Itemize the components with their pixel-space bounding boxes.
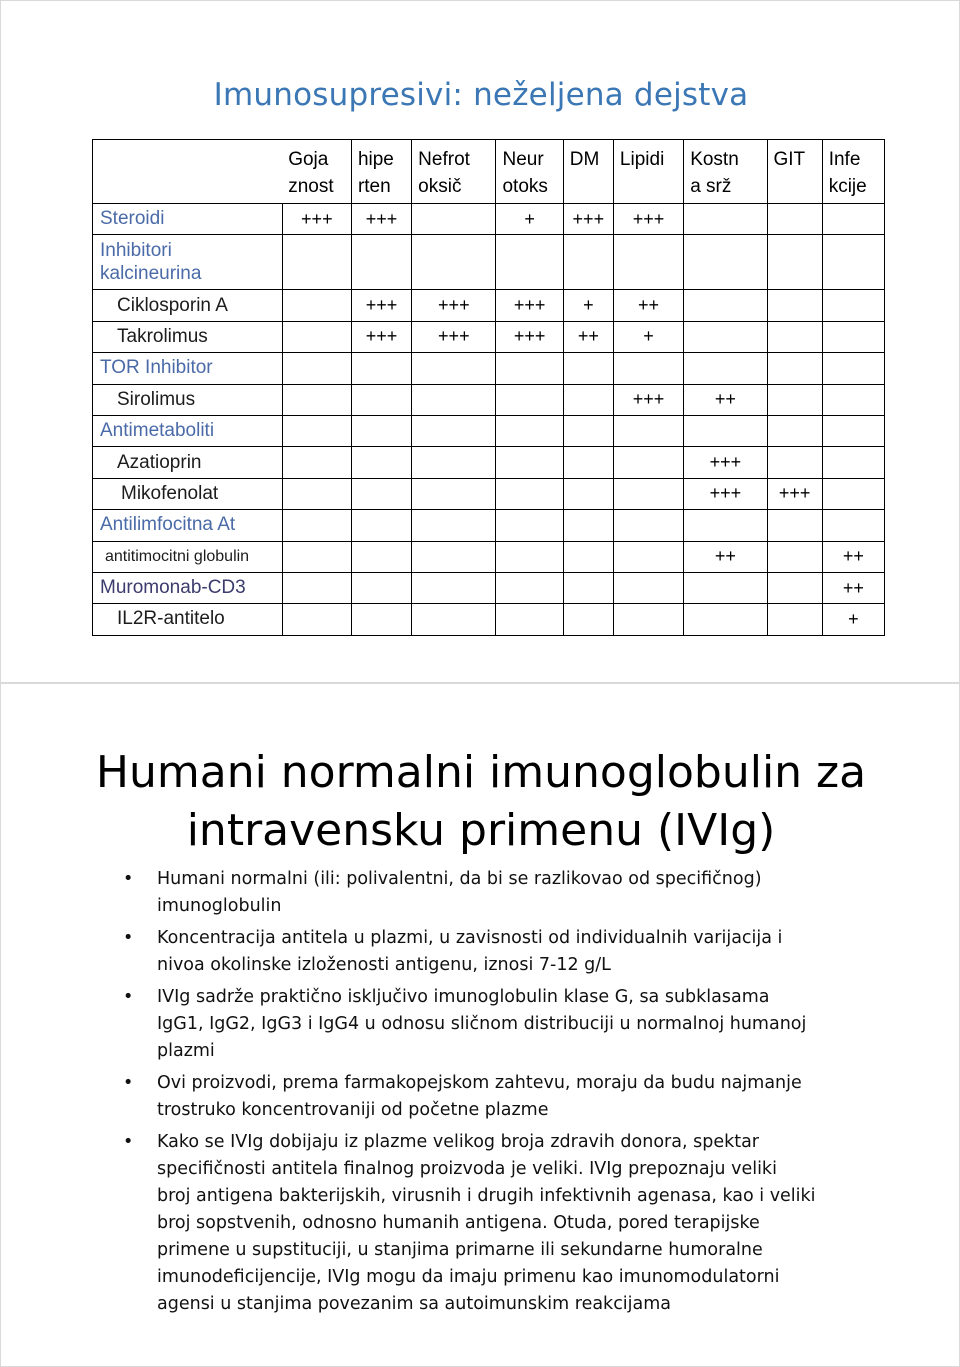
bullet-line: Humani normalni (ili: polivalentni, da bi se razlikovao od specifičnog) bbox=[157, 869, 762, 889]
table-cell: +++ bbox=[351, 321, 411, 352]
drug-name: Ciklosporin A bbox=[93, 290, 283, 321]
table-cell bbox=[496, 353, 563, 384]
table-row bbox=[93, 384, 885, 415]
table-cell bbox=[412, 478, 496, 509]
table-header-row bbox=[93, 140, 885, 204]
table-cell bbox=[613, 510, 683, 541]
title-line: Humani normalni imunoglobulin za bbox=[95, 747, 867, 798]
bullet-line: Kako se IVIg dobijaju iz plazme velikog broja zdravih donora, spektar bbox=[157, 1132, 759, 1152]
table-cell bbox=[351, 235, 411, 290]
table-cell bbox=[563, 541, 613, 572]
bullet-line: trostruko koncentrovaniji od početne plazme bbox=[157, 1100, 549, 1120]
table-cell bbox=[613, 541, 683, 572]
table-cell bbox=[412, 235, 496, 290]
bullet-dot-icon: • bbox=[123, 869, 134, 889]
table-cell bbox=[496, 415, 563, 446]
table-cell bbox=[412, 541, 496, 572]
table-row bbox=[93, 235, 885, 290]
table-cell bbox=[351, 510, 411, 541]
table-cell: + bbox=[496, 204, 563, 235]
column-header: GIT bbox=[767, 140, 822, 204]
table-cell bbox=[613, 447, 683, 478]
bullet-line: specifičnosti antitela finalnog proizvoda je veliki. IVIg prepoznaju veliki bbox=[157, 1159, 777, 1179]
table-cell bbox=[351, 541, 411, 572]
table-row bbox=[93, 541, 885, 572]
table-cell bbox=[351, 604, 411, 635]
column-header: Neur otoks bbox=[496, 140, 563, 204]
table-cell: +++ bbox=[767, 478, 822, 509]
table-cell bbox=[282, 235, 351, 290]
table-row bbox=[93, 321, 885, 352]
table-cell bbox=[684, 604, 767, 635]
table-cell: +++ bbox=[412, 321, 496, 352]
bullet-dot-icon: • bbox=[123, 987, 134, 1007]
table-cell bbox=[684, 415, 767, 446]
table-cell bbox=[563, 415, 613, 446]
table-cell: +++ bbox=[282, 204, 351, 235]
bullet-line: Ovi proizvodi, prema farmakopejskom zahtevu, moraju da budu najmanje bbox=[157, 1073, 802, 1093]
drug-name: Sirolimus bbox=[93, 384, 283, 415]
table-cell bbox=[412, 204, 496, 235]
drug-name: Inhibitori kalcineurina bbox=[93, 235, 283, 290]
table-cell bbox=[412, 604, 496, 635]
table-cell bbox=[822, 478, 884, 509]
table-cell bbox=[282, 353, 351, 384]
bullet-line: Koncentracija antitela u plazmi, u zavisnosti od individualnih varijacija i bbox=[157, 928, 783, 948]
bullet-dot-icon: • bbox=[123, 1132, 134, 1152]
table-cell bbox=[684, 510, 767, 541]
table-cell bbox=[563, 510, 613, 541]
table-cell: ++ bbox=[822, 541, 884, 572]
table-cell bbox=[282, 541, 351, 572]
drug-name: Mikofenolat bbox=[93, 478, 283, 509]
bullet-item bbox=[123, 925, 843, 979]
table-cell bbox=[563, 353, 613, 384]
column-header: Lipidi bbox=[613, 140, 683, 204]
table-cell bbox=[767, 321, 822, 352]
table-row bbox=[93, 478, 885, 509]
table-cell bbox=[496, 541, 563, 572]
table-cell bbox=[684, 235, 767, 290]
table-cell bbox=[822, 447, 884, 478]
table-cell: +++ bbox=[684, 447, 767, 478]
drug-name: Antilimfocitna At bbox=[93, 510, 283, 541]
table-cell bbox=[613, 353, 683, 384]
table-row bbox=[93, 510, 885, 541]
drug-name: IL2R-antitelo bbox=[93, 604, 283, 635]
bullet-line: agensi u stanjima povezanim sa autoimunskim reakcijama bbox=[157, 1294, 672, 1314]
table-cell bbox=[412, 510, 496, 541]
table-cell bbox=[282, 510, 351, 541]
table-cell: + bbox=[822, 604, 884, 635]
bullet-line: nivoa okolinske izloženosti antigenu, iznosi 7-12 g/L bbox=[157, 955, 611, 975]
table-cell bbox=[351, 447, 411, 478]
column-header: Goja znost bbox=[282, 140, 351, 204]
adverse-effects-table bbox=[92, 139, 885, 636]
table-cell: +++ bbox=[684, 478, 767, 509]
table-cell bbox=[496, 510, 563, 541]
bullet-line: plazmi bbox=[157, 1041, 215, 1061]
drug-name: Antimetaboliti bbox=[93, 415, 283, 446]
title-line: intravensku primenu (IVIg) bbox=[186, 805, 776, 856]
table-cell bbox=[563, 478, 613, 509]
column-header: hipe rten bbox=[351, 140, 411, 204]
slide-title: Imunosupresivi: neželjena dejstva bbox=[213, 77, 749, 113]
table-cell: +++ bbox=[351, 204, 411, 235]
table-cell bbox=[613, 478, 683, 509]
bullet-item bbox=[123, 1070, 843, 1124]
table-cell bbox=[613, 572, 683, 603]
table-row bbox=[93, 415, 885, 446]
table-cell: + bbox=[613, 321, 683, 352]
slide-adverse-effects bbox=[0, 0, 960, 683]
table-cell: ++ bbox=[684, 541, 767, 572]
table-cell bbox=[767, 204, 822, 235]
bullet-line: IgG1, IgG2, IgG3 i IgG4 u odnosu sličnom distribuciji u normalnoj humanoj bbox=[157, 1014, 807, 1034]
table-cell bbox=[822, 204, 884, 235]
table-cell bbox=[496, 572, 563, 603]
table-cell: + bbox=[563, 290, 613, 321]
column-header: DM bbox=[563, 140, 613, 204]
table-cell bbox=[767, 447, 822, 478]
bullet-item bbox=[123, 1129, 843, 1318]
table-cell bbox=[282, 384, 351, 415]
table-cell bbox=[282, 447, 351, 478]
column-header: Kostn a srž bbox=[684, 140, 767, 204]
table-cell bbox=[412, 384, 496, 415]
table-cell bbox=[767, 572, 822, 603]
bullet-dot-icon: • bbox=[123, 928, 134, 948]
table-cell: ++ bbox=[684, 384, 767, 415]
table-cell bbox=[351, 478, 411, 509]
table-cell: +++ bbox=[412, 290, 496, 321]
table-row bbox=[93, 353, 885, 384]
table-cell bbox=[767, 541, 822, 572]
table-cell bbox=[613, 415, 683, 446]
drug-name: Muromonab-CD3 bbox=[93, 572, 283, 603]
table-row bbox=[93, 204, 885, 235]
table-cell: +++ bbox=[563, 204, 613, 235]
table-cell bbox=[282, 604, 351, 635]
table-cell bbox=[351, 353, 411, 384]
table-cell bbox=[282, 572, 351, 603]
table-cell: ++ bbox=[613, 290, 683, 321]
table-cell bbox=[351, 572, 411, 603]
table-cell bbox=[351, 415, 411, 446]
table-cell bbox=[282, 478, 351, 509]
table-cell bbox=[563, 384, 613, 415]
drug-name: Takrolimus bbox=[93, 321, 283, 352]
table-cell bbox=[563, 447, 613, 478]
slide-title bbox=[1, 744, 960, 860]
bullet-item bbox=[123, 984, 843, 1065]
table-cell bbox=[563, 572, 613, 603]
table-cell bbox=[822, 510, 884, 541]
table-cell: +++ bbox=[613, 384, 683, 415]
table-cell bbox=[412, 353, 496, 384]
table-cell bbox=[822, 353, 884, 384]
table-cell bbox=[412, 447, 496, 478]
header-corner bbox=[93, 140, 283, 204]
table-cell bbox=[767, 510, 822, 541]
table-cell bbox=[684, 572, 767, 603]
table-cell bbox=[496, 447, 563, 478]
table-row bbox=[93, 604, 885, 635]
table-cell bbox=[822, 290, 884, 321]
table-cell bbox=[767, 415, 822, 446]
table-cell bbox=[613, 235, 683, 290]
table-cell bbox=[496, 235, 563, 290]
table-cell bbox=[563, 235, 613, 290]
table-cell bbox=[767, 384, 822, 415]
column-header: Nefrot oksič bbox=[412, 140, 496, 204]
table-cell bbox=[822, 235, 884, 290]
table-cell bbox=[684, 290, 767, 321]
table-cell bbox=[767, 604, 822, 635]
table-cell bbox=[282, 415, 351, 446]
table-cell bbox=[412, 572, 496, 603]
table-cell bbox=[822, 384, 884, 415]
drug-name: TOR Inhibitor bbox=[93, 353, 283, 384]
bullet-line: broj sopstvenih, odnosno humanih antigena. Otuda, pored terapijske bbox=[157, 1213, 760, 1233]
table-cell: ++ bbox=[822, 572, 884, 603]
table-row bbox=[93, 572, 885, 603]
table-cell bbox=[412, 415, 496, 446]
table-cell: ++ bbox=[563, 321, 613, 352]
table-cell bbox=[282, 321, 351, 352]
drug-name: Steroidi bbox=[93, 204, 283, 235]
table-cell: +++ bbox=[613, 204, 683, 235]
table-cell bbox=[767, 353, 822, 384]
drug-name: antitimocitni globulin bbox=[93, 541, 283, 572]
table-row bbox=[93, 447, 885, 478]
bullet-line: imunodeficijencije, IVIg mogu da imaju primenu kao imunomodulatorni bbox=[157, 1267, 780, 1287]
table-cell bbox=[496, 384, 563, 415]
bullet-line: broj antigena bakterijskih, virusnih i drugih infektivnih agenasa, kao i veliki bbox=[157, 1186, 816, 1206]
table-cell bbox=[767, 290, 822, 321]
table-cell bbox=[496, 478, 563, 509]
table-cell bbox=[684, 321, 767, 352]
table-cell bbox=[613, 604, 683, 635]
table-cell: +++ bbox=[496, 321, 563, 352]
bullet-line: primene u supstituciji, u stanjima primarne ili sekundarne humoralne bbox=[157, 1240, 763, 1260]
drug-name: Azatioprin bbox=[93, 447, 283, 478]
slide-ivig bbox=[0, 683, 960, 1367]
bullet-item bbox=[123, 866, 843, 920]
bullet-dot-icon: • bbox=[123, 1073, 134, 1093]
table-cell: +++ bbox=[351, 290, 411, 321]
column-header: Infe kcije bbox=[822, 140, 884, 204]
table-cell bbox=[822, 415, 884, 446]
table-cell bbox=[684, 204, 767, 235]
bullet-line: imunoglobulin bbox=[157, 896, 282, 916]
bullet-line: IVIg sadrže praktično isključivo imunoglobulin klase G, sa subklasama bbox=[157, 987, 770, 1007]
table-cell bbox=[282, 290, 351, 321]
table-cell bbox=[684, 353, 767, 384]
table-cell bbox=[767, 235, 822, 290]
table-cell bbox=[496, 604, 563, 635]
bullet-list bbox=[123, 866, 843, 1323]
table-cell bbox=[822, 321, 884, 352]
table-row bbox=[93, 290, 885, 321]
table-cell bbox=[351, 384, 411, 415]
table-cell bbox=[563, 604, 613, 635]
table-cell: +++ bbox=[496, 290, 563, 321]
